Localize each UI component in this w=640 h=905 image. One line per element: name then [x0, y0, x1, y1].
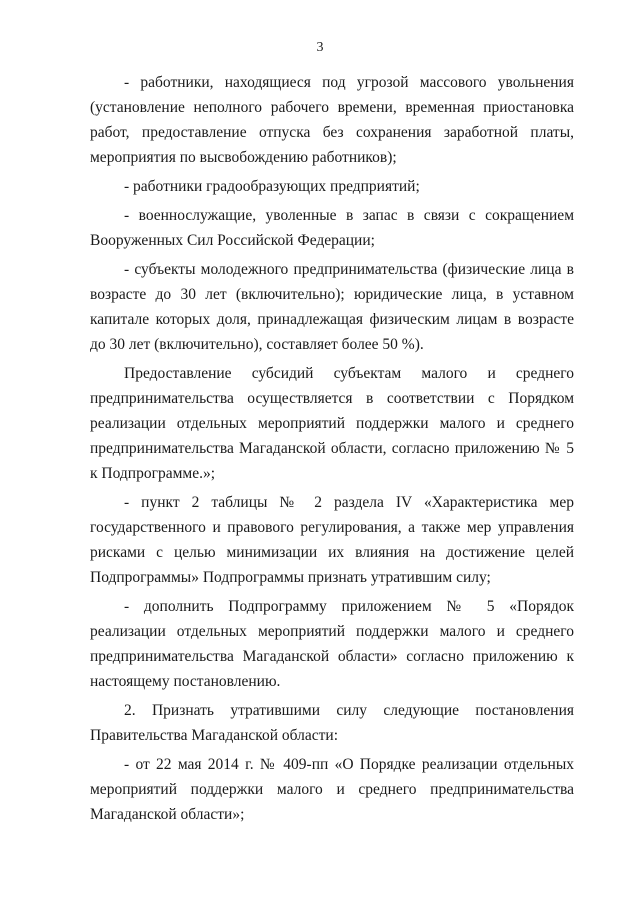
- paragraph: Предоставление субсидий субъектам малого и среднего предпринимательства осуществляется в соответствии с Порядком реализации отдельных мероприятий поддержки малого и среднего предпринимательства Магаданской области, согласно приложению № 5 к Подпрограмме.»;: [90, 365, 574, 482]
- page-number: 3: [316, 40, 324, 55]
- paragraph: 2. Признать утратившими силу следующие постановления Правительства Магаданской области:: [90, 702, 574, 744]
- paragraph: - дополнить Подпрограмму приложением № 5 «Порядок реализации отдельных мероприятий поддержки малого и среднего предпринимательства Магаданской области» согласно приложению к настоящему постановлению.: [90, 598, 574, 690]
- paragraph: - пункт 2 таблицы № 2 раздела IV «Характеристика мер государственного и правового регулирования, а также мер управления рисками с целью минимизации их влияния на достижение целей Подпрограммы» Подпрограммы признать утратившим силу;: [90, 494, 574, 586]
- paragraph: - от 22 мая 2014 г. № 409-пп «О Порядке реализации отдельных мероприятий поддержки малого и среднего предпринимательства Магаданской области»;: [90, 756, 574, 823]
- paragraph: - военнослужащие, уволенные в запас в связи с сокращением Вооруженных Сил Российской Федерации;: [90, 207, 574, 249]
- paragraph: - субъекты молодежного предпринимательства (физические лица в возрасте до 30 лет (включительно); юридические лица, в уставном капитале которых доля, принадлежащая физическим лицам в возрасте до 30 лет (включительно), составляет более 50 %).: [90, 261, 574, 353]
- paragraph: - работники, находящиеся под угрозой массового увольнения (установление неполного рабочего времени, временная приостановка работ, предоставление отпуска без сохранения заработной платы, мероприятия по высвобождению работников);: [90, 74, 574, 166]
- document-body: [90, 70, 574, 831]
- paragraph: - работники градообразующих предприятий;: [124, 178, 420, 195]
